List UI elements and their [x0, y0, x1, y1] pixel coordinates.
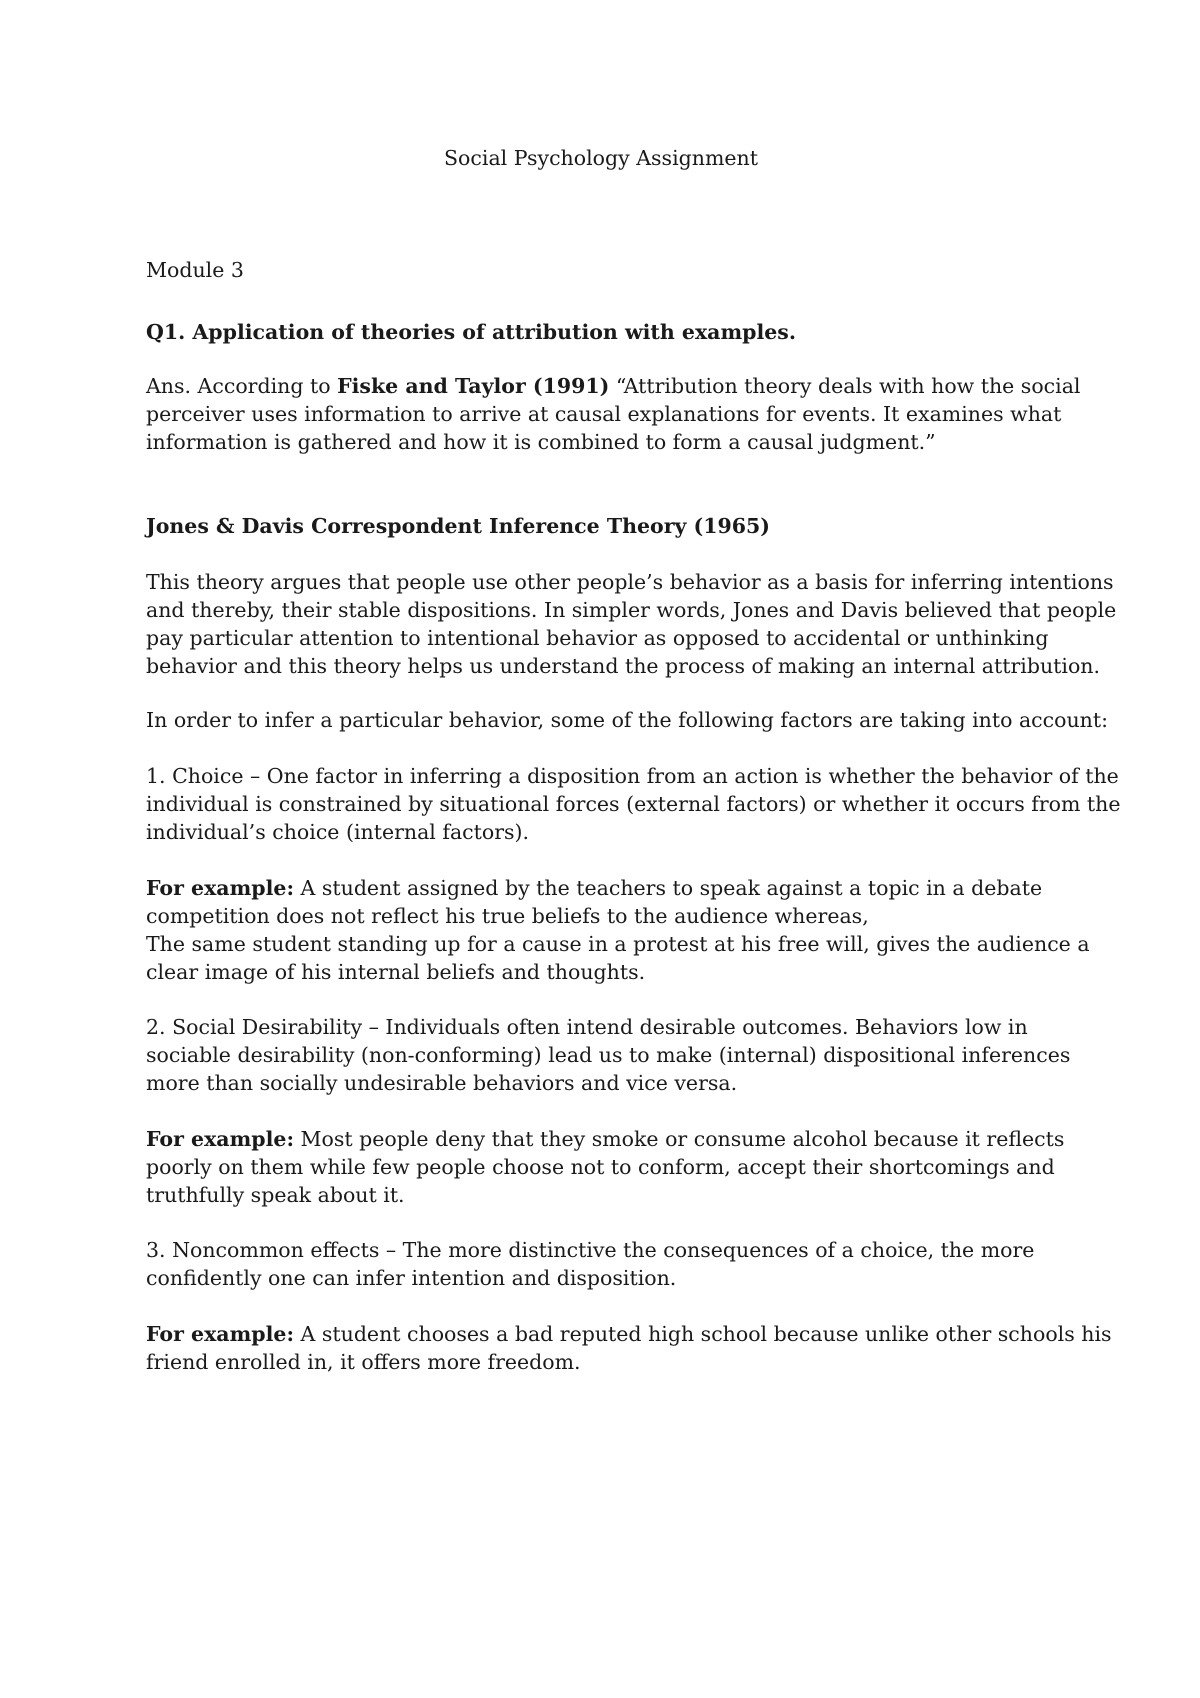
answer-line: Ans. According to Fiske and Taylor (1991) “Attribution theory deals with how the social [146, 374, 1081, 398]
theory-paragraph [146, 568, 1117, 680]
question-heading: Q1. Application of theories of attribution with examples. [146, 320, 796, 344]
example-label: For example: [146, 876, 295, 900]
paragraph-line: confidently one can infer intention and disposition. [146, 1266, 677, 1290]
answer-line: perceiver uses information to arrive at causal explanations for events. It examines what [146, 402, 1062, 426]
example-line: For example: A student chooses a bad reputed high school because unlike other schools his [146, 1322, 1112, 1346]
example-line: The same student standing up for a cause in a protest at his free will, gives the audience a [146, 932, 1090, 956]
example-line: truthfully speak about it. [146, 1183, 405, 1207]
paragraph-line: more than socially undesirable behaviors and vice versa. [146, 1071, 738, 1095]
paragraph-line: individual’s choice (internal factors). [146, 820, 530, 844]
example-label: For example: [146, 1322, 295, 1346]
example-line: poorly on them while few people choose not to conform, accept their shortcomings and [146, 1155, 1055, 1179]
paragraph-line: pay particular attention to intentional behavior as opposed to accidental or unthinking [146, 626, 1049, 650]
paragraph-line: 3. Noncommon effects – The more distinctive the consequences of a choice, the more [146, 1238, 1035, 1262]
paragraph-line: behavior and this theory helps us understand the process of making an internal attribution. [146, 654, 1101, 678]
document-title: Social Psychology Assignment [444, 146, 758, 170]
paragraph-line: individual is constrained by situational forces (external factors) or whether it occurs from the [146, 792, 1121, 816]
citation-authors: Fiske and Taylor (1991) [337, 374, 610, 398]
paragraph-line: This theory argues that people use other people’s behavior as a basis for inferring intentions [146, 570, 1114, 594]
factor-social-desirability [146, 1013, 1076, 1097]
example-line: For example: A student assigned by the teachers to speak against a topic in a debate [146, 876, 1043, 900]
factor-choice [146, 762, 1121, 846]
paragraph-line: 1. Choice – One factor in inferring a disposition from an action is whether the behavior of the [146, 764, 1119, 788]
example-line: clear image of his internal beliefs and thoughts. [146, 960, 646, 984]
example-label: For example: [146, 1127, 295, 1151]
factors-intro: In order to infer a particular behavior, some of the following factors are taking into account: [146, 708, 1109, 732]
paragraph-line: and thereby, their stable dispositions. In simpler words, Jones and Davis believed that people [146, 598, 1117, 622]
example-noncommon-effects [146, 1320, 1112, 1376]
example-line: friend enrolled in, it offers more freedom. [146, 1350, 581, 1374]
example-choice [146, 874, 1090, 986]
paragraph-line: sociable desirability (non-conforming) lead us to make (internal) dispositional inferences [146, 1043, 1071, 1067]
factor-noncommon-effects [146, 1236, 1076, 1292]
paragraph-line: 2. Social Desirability – Individuals often intend desirable outcomes. Behaviors low in [146, 1015, 1028, 1039]
example-line: For example: Most people deny that they smoke or consume alcohol because it reflects [146, 1127, 1065, 1151]
answer-line: information is gathered and how it is combined to form a causal judgment.” [146, 430, 936, 454]
module-label: Module 3 [146, 258, 244, 282]
answer-paragraph [146, 372, 1081, 456]
theory-heading: Jones & Davis Correspondent Inference Theory (1965) [146, 514, 770, 538]
example-social-desirability [146, 1125, 1076, 1209]
example-line: competition does not reflect his true beliefs to the audience whereas, [146, 904, 869, 928]
